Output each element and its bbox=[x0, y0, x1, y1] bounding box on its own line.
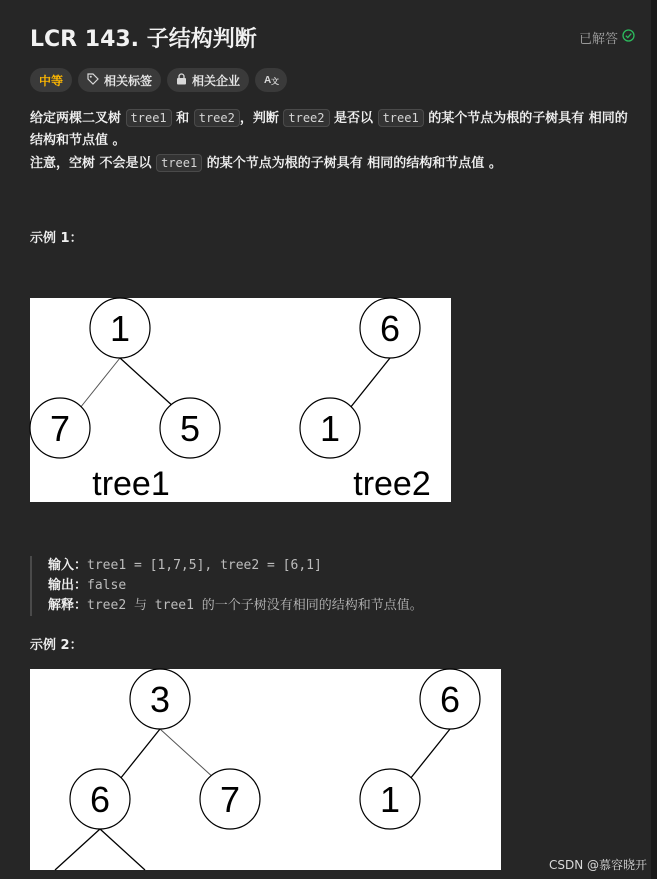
explain-row bbox=[48, 596, 608, 616]
code-tree1: tree1 bbox=[378, 109, 424, 127]
explain-value: tree2 与 tree1 的一个子树没有相同的结构和节点值。 bbox=[87, 598, 423, 613]
desc-text: 是否以 bbox=[329, 111, 378, 126]
tree2-node-root bbox=[360, 298, 420, 358]
description-paragraph-1 bbox=[30, 107, 640, 152]
tree2-label: tree2 bbox=[353, 465, 431, 503]
tree1-label: tree1 bbox=[92, 465, 170, 503]
desc-text: 的某个节点为根的子树具有 bbox=[423, 111, 589, 126]
tree1-node-right bbox=[200, 769, 260, 829]
example-1-io bbox=[30, 556, 608, 616]
code-tree2: tree2 bbox=[194, 109, 240, 127]
node-value: 3 bbox=[149, 679, 171, 720]
node-value: 7 bbox=[219, 779, 241, 820]
desc-text: 。 bbox=[484, 156, 502, 171]
related-companies-label: 相关企业 bbox=[192, 73, 241, 88]
desc-emphasis: 空树 bbox=[69, 156, 96, 171]
node-value: 1 bbox=[319, 408, 341, 449]
code-tree1: tree1 bbox=[156, 154, 202, 172]
output-value: false bbox=[87, 578, 127, 593]
desc-text: 和 bbox=[171, 111, 194, 126]
check-circle-icon bbox=[622, 29, 635, 46]
svg-text:文: 文 bbox=[271, 76, 280, 86]
tree2-node-left bbox=[360, 769, 420, 829]
code-tree2: tree2 bbox=[283, 109, 329, 127]
desc-text: 不会是以 bbox=[95, 156, 157, 171]
desc-text: 的某个节点为根的子树具有 bbox=[202, 156, 368, 171]
tag-icon bbox=[87, 73, 99, 88]
difficulty-badge: 中等 bbox=[30, 68, 72, 92]
input-row bbox=[48, 556, 608, 576]
example-2-image bbox=[30, 669, 501, 870]
tree1-node-root bbox=[90, 298, 150, 358]
related-companies-button[interactable] bbox=[167, 68, 249, 92]
node-value: 5 bbox=[179, 408, 201, 449]
tree2-node-root bbox=[420, 669, 480, 729]
output-label: 输出： bbox=[48, 578, 88, 593]
example-1-title: 示例 1： bbox=[30, 231, 83, 246]
desc-text: 注意， bbox=[30, 156, 70, 171]
problem-description bbox=[30, 107, 640, 175]
solved-status bbox=[579, 28, 635, 47]
input-value: tree1 = [1,7,5], tree2 = [6,1] bbox=[87, 558, 322, 573]
related-tags-label: 相关标签 bbox=[104, 73, 153, 88]
translate-button[interactable] bbox=[255, 68, 287, 92]
translate-icon bbox=[264, 73, 278, 88]
watermark: CSDN @慕容晓开 bbox=[548, 858, 647, 872]
tree2-node-left bbox=[300, 398, 360, 458]
problem-title: LCR 143. 子结构判断 bbox=[30, 27, 257, 52]
node-value: 1 bbox=[379, 779, 401, 820]
tree1-node-right bbox=[160, 398, 220, 458]
output-row bbox=[48, 576, 608, 596]
desc-text: 给定两棵二叉树 bbox=[30, 111, 126, 126]
example-1-image bbox=[30, 298, 451, 502]
desc-emphasis: 相同的结构和节点值 bbox=[30, 111, 628, 148]
tree1-node-left bbox=[30, 398, 90, 458]
input-label: 输入： bbox=[48, 558, 88, 573]
node-value: 6 bbox=[89, 779, 111, 820]
desc-text: 。 bbox=[108, 133, 126, 148]
example-2-title: 示例 2： bbox=[30, 638, 83, 653]
related-tags-button[interactable] bbox=[78, 68, 161, 92]
desc-text: ，判断 bbox=[239, 111, 284, 126]
solved-label: 已解答 bbox=[578, 32, 618, 47]
node-value: 7 bbox=[49, 408, 71, 449]
tag-bar bbox=[30, 68, 287, 92]
code-tree1: tree1 bbox=[126, 109, 172, 127]
lock-icon bbox=[176, 73, 187, 88]
node-value: 1 bbox=[109, 308, 131, 349]
desc-emphasis: 相同的结构和节点值 bbox=[367, 156, 485, 171]
node-value: 6 bbox=[379, 308, 401, 349]
explain-label: 解释： bbox=[48, 598, 88, 613]
tree1-node-left bbox=[70, 769, 130, 829]
description-paragraph-2 bbox=[30, 152, 640, 175]
node-value: 6 bbox=[439, 679, 461, 720]
tree1-node-root bbox=[130, 669, 190, 729]
scrollbar-track[interactable] bbox=[651, 0, 657, 879]
svg-text:A: A bbox=[264, 74, 272, 86]
